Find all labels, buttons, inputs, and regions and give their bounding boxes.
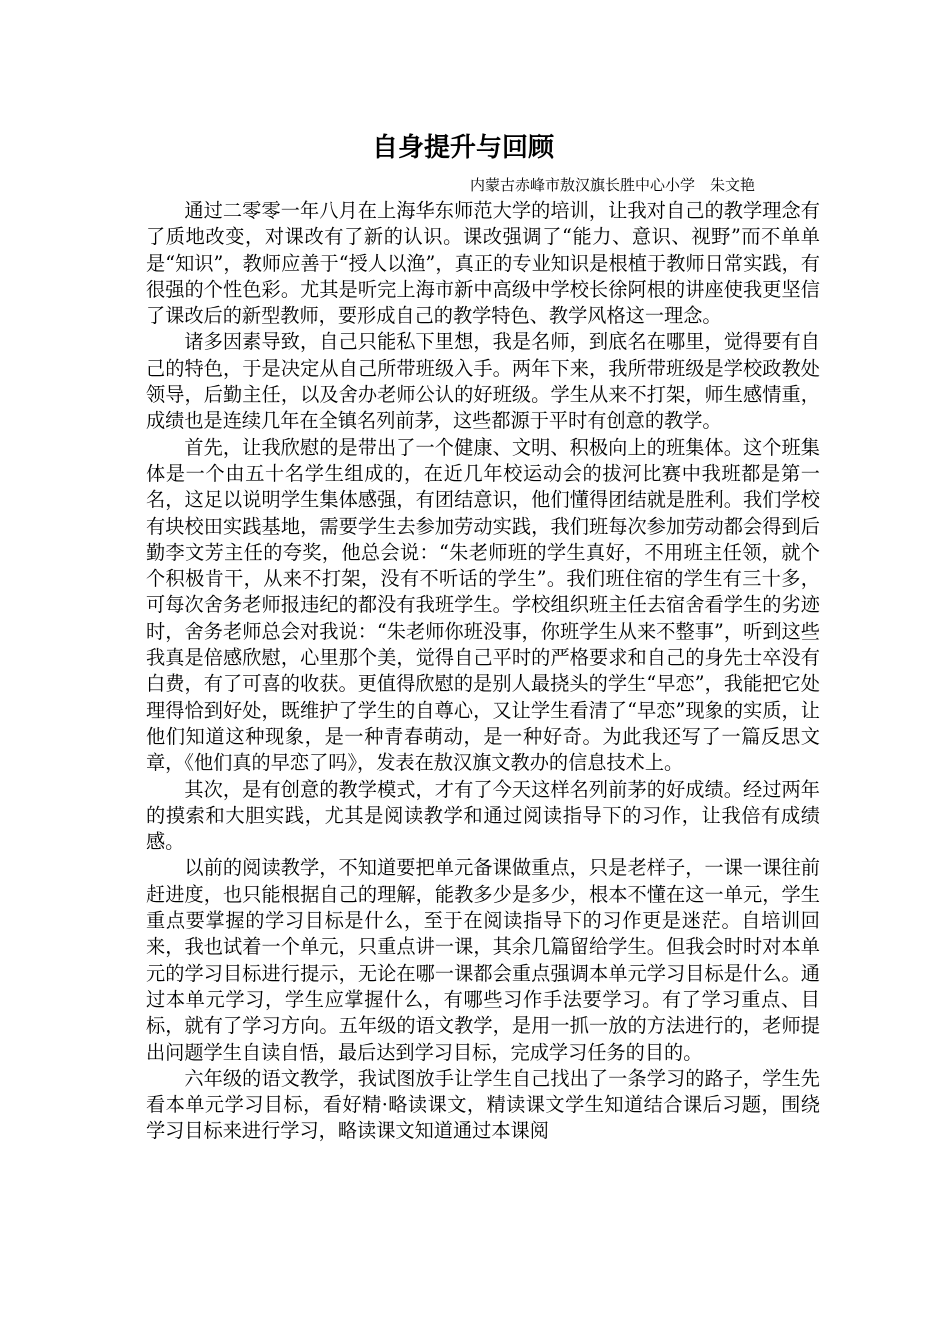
paragraph-6: 六年级的语文教学，我试图放手让学生自己找出了一条学习的路子，学生先看本单元学习目标，看好精·略读课文，精读课文学生知道结合课后习题，围绕学习目标来进行学习，略读课文知道通过本课阅 xyxy=(146,1066,820,1143)
paragraph-4: 其次，是有创意的教学模式，才有了今天这样名列前茅的好成绩。经过两年的摸索和大胆实践，尤其是阅读教学和通过阅读指导下的习作，让我倍有成绩感。 xyxy=(146,777,820,854)
paragraph-3: 首先，让我欣慰的是带出了一个健康、文明、积极向上的班集体。这个班集体是一个由五十名学生组成的，在近几年校运动会的拔河比赛中我班都是第一名，这足以说明学生集体感强，有团结意识，他们懂得团结就是胜利。我们学校有块校田实践基地，需要学生去参加劳动实践，我们班每次参加劳动都会得到后勤李文芳主任的夸奖，他总会说：“朱老师班的学生真好，不用班主任领，就个个积极肯干，从来不打架，没有不听话的学生”。我们班住宿的学生有三十多，可每次舍务老师报违纪的都没有我班学生。学校组织班主任去宿舍看学生的劣迹时，舍务老师总会对我说：“朱老师你班没事，你班学生从来不整事”，听到这些我真是倍感欣慰，心里那个美，觉得自己平时的严格要求和自己的身先士卒没有白费，有了可喜的收获。更值得欣慰的是别人最挠头的学生“早恋”，我能把它处理得恰到好处，既维护了学生的自尊心，又让学生看清了“早恋”现象的实质，让他们知道这种现象，是一种青春萌动，是一种好奇。为此我还写了一篇反思文章，《他们真的早恋了吗》，发表在敖汉旗文教办的信息技术上。 xyxy=(146,435,820,775)
document-body xyxy=(146,198,820,1145)
author-line: 内蒙古赤峰市敖汉旗长胜中心小学 朱文艳 xyxy=(470,176,756,194)
paragraph-5: 以前的阅读教学，不知道要把单元备课做重点，只是老样子，一课一课往前赶进度，也只能根据自己的理解，能教多少是多少，根本不懂在这一单元，学生重点要掌握的学习目标是什么，至于在阅读指导下的习作更是迷茫。自培训回来，我也试着一个单元，只重点讲一课，其余几篇留给学生。但我会时时对本单元的学习目标进行提示，无论在哪一课都会重点强调本单元学习目标是什么。通过本单元学习，学生应掌握什么，有哪些习作手法要学习。有了学习重点、目标，就有了学习方向。五年级的语文教学，是用一抓一放的方法进行的，老师提出问题学生自读自悟，最后达到学习目标，完成学习任务的目的。 xyxy=(146,856,820,1064)
paragraph-2: 诸多因素导致，自己只能私下里想，我是名师，到底名在哪里，觉得要有自己的特色，于是决定从自己所带班级入手。两年下来，我所带班级是学校政教处领导，后勤主任，以及舍办老师公认的好班级。学生从来不打架，师生感情重，成绩也是连续几年在全镇名列前茅，这些都源于平时有创意的教学。 xyxy=(146,330,820,433)
paragraph-1: 通过二零零一年八月在上海华东师范大学的培训，让我对自己的教学理念有了质地改变，对课改有了新的认识。课改强调了“能力、意识、视野”而不单单是“知识”，教师应善于“授人以渔”，真正的专业知识是根植于教师日常实践，有很强的个性色彩。尤其是听完上海市新中高级中学校长徐阿根的讲座使我更坚信了课改后的新型教师，要形成自己的教学特色、教学风格这一理念。 xyxy=(146,199,820,328)
document-title: 自身提升与回顾 xyxy=(371,133,554,163)
